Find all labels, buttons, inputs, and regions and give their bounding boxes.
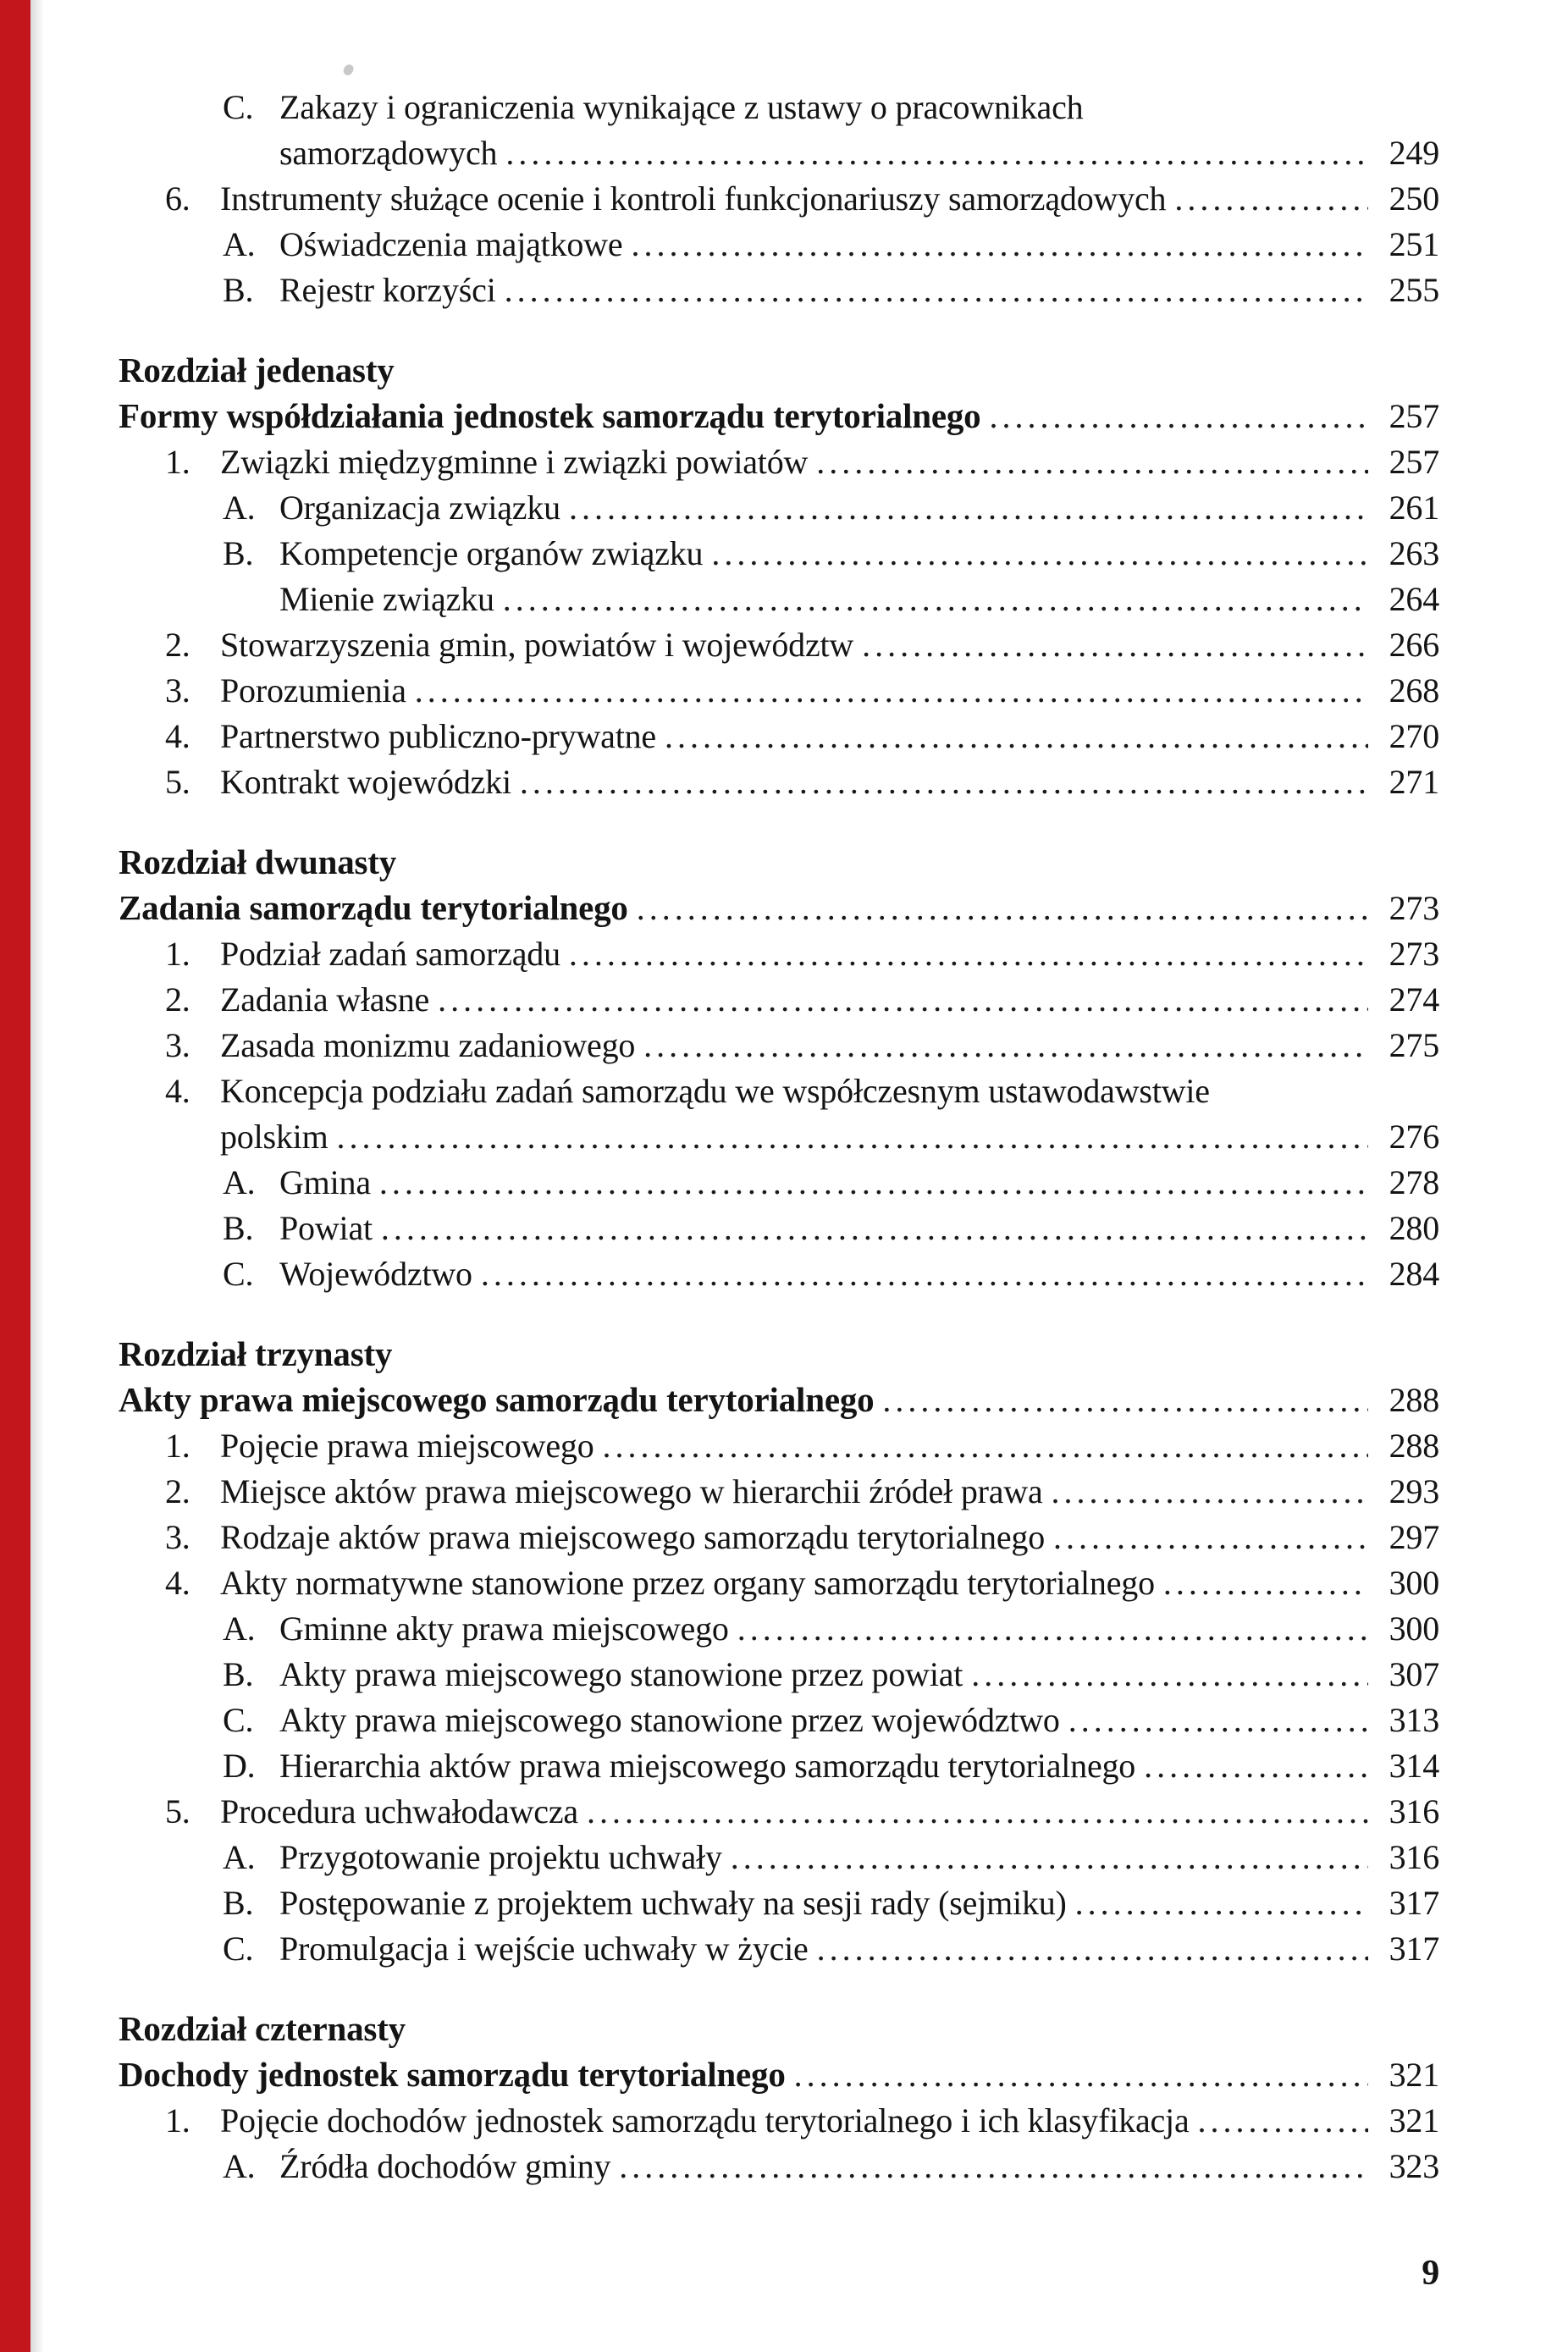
dot-leader — [505, 130, 1368, 176]
entry-text: Mienie związku — [279, 580, 494, 618]
dot-leader — [1144, 1743, 1368, 1789]
dot-leader — [990, 394, 1369, 439]
entry-text: Procedura uchwałodawcza — [220, 1792, 578, 1830]
entry-marker: 2. — [165, 1472, 190, 1510]
toc-entry — [119, 577, 1439, 622]
entry-text: Podział zadań samorządu — [220, 935, 560, 973]
entry-marker: A. — [223, 489, 256, 527]
entry-text: Hierarchia aktów prawa miejscowego samorządu terytorialnego — [279, 1747, 1136, 1785]
page-ref: 293 — [1389, 1472, 1439, 1510]
dot-leader — [619, 2144, 1368, 2189]
entry-marker: C. — [223, 88, 254, 126]
dot-leader — [1198, 2098, 1368, 2144]
entry-marker: B. — [223, 534, 254, 572]
chapter-heading: Rozdział jedenasty — [119, 351, 395, 389]
entry-text: Gminne akty prawa miejscowego — [279, 1609, 729, 1648]
toc-entry — [119, 1652, 1439, 1698]
entry-marker: A. — [223, 1163, 256, 1201]
entry-text: Pojęcie dochodów jednostek samorządu terytorialnego i ich klasyfikacja — [220, 2101, 1190, 2139]
page-ref: 314 — [1389, 1747, 1439, 1785]
dot-leader — [665, 714, 1368, 759]
entry-text: polskim — [220, 1118, 329, 1156]
page-ref: 317 — [1389, 1884, 1439, 1922]
dot-leader — [505, 268, 1368, 313]
dot-leader — [816, 439, 1368, 485]
entry-marker: B. — [223, 1209, 254, 1247]
entry-text: Porozumienia — [220, 671, 406, 709]
entry-marker: 4. — [165, 1564, 190, 1602]
entry-text: Oświadczenia majątkowe — [279, 225, 623, 263]
page-ref: 273 — [1389, 935, 1439, 973]
entry-text: Miejsce aktów prawa miejscowego w hierarchii źródeł prawa — [220, 1472, 1043, 1510]
chapter-heading: Rozdział czternasty — [119, 2009, 406, 2048]
dot-leader — [1075, 1880, 1368, 1926]
entry-marker: 5. — [165, 763, 190, 801]
chapter-title: Zadania samorządu terytorialnego — [119, 888, 628, 927]
entry-text: Zasada monizmu zadaniowego — [220, 1026, 636, 1064]
entry-text: Promulgacja i wejście uchwały w życie — [279, 1930, 809, 1968]
dot-leader — [862, 622, 1368, 668]
page-ref: 300 — [1389, 1609, 1439, 1648]
toc-entry — [119, 1880, 1439, 1926]
toc-entry — [119, 268, 1439, 313]
page-ref: 257 — [1389, 397, 1439, 435]
toc-entry — [119, 1698, 1439, 1743]
page-ref: 316 — [1389, 1838, 1439, 1876]
page-ref: 266 — [1389, 626, 1439, 664]
page-ref: 316 — [1389, 1792, 1439, 1830]
entry-marker: 4. — [165, 717, 190, 755]
entry-text: Instrumenty służące ocenie i kontroli funkcjonariuszy samorządowych — [220, 179, 1167, 218]
toc-entry — [119, 1469, 1439, 1515]
toc-entry — [119, 222, 1439, 268]
toc-entry — [119, 1206, 1439, 1251]
page-ref: 250 — [1389, 179, 1439, 218]
entry-text: Partnerstwo publiczno-prywatne — [220, 717, 656, 755]
toc-entry — [119, 1606, 1439, 1652]
entry-marker: 3. — [165, 1026, 190, 1064]
entry-marker: C. — [223, 1255, 254, 1293]
page-number: 9 — [1422, 2254, 1439, 2293]
entry-text: Źródła dochodów gminy — [279, 2147, 611, 2185]
page-ref: 276 — [1389, 1118, 1439, 1156]
chapter-heading: Rozdział trzynasty — [119, 1334, 393, 1373]
toc-entry — [119, 1835, 1439, 1880]
dot-leader — [415, 668, 1368, 714]
dot-leader — [731, 1835, 1368, 1880]
page-ref: 257 — [1389, 443, 1439, 481]
entry-marker: A. — [223, 2147, 256, 2185]
entry-text: Przygotowanie projektu uchwały — [279, 1838, 722, 1876]
entry-text: Pojęcie prawa miejscowego — [220, 1427, 594, 1465]
toc-entry — [119, 931, 1439, 977]
toc-entry — [119, 1251, 1439, 1297]
chapter-title-row — [119, 1377, 1439, 1423]
toc-entry — [119, 1114, 1439, 1160]
toc-entry — [119, 130, 1439, 176]
dot-leader — [1163, 1560, 1368, 1606]
toc-entry — [119, 485, 1439, 531]
entry-text: Kompetencje organów związku — [279, 534, 704, 572]
page-ref: 288 — [1389, 1381, 1439, 1419]
entry-marker: 3. — [165, 1518, 190, 1556]
page-ref: 249 — [1389, 134, 1439, 172]
entry-text: Województwo — [279, 1255, 472, 1293]
toc-entry — [119, 622, 1439, 668]
toc-entry — [119, 714, 1439, 759]
toc-entry — [119, 1160, 1439, 1206]
entry-marker: D. — [223, 1747, 256, 1785]
toc-entry — [119, 1743, 1439, 1789]
entry-text: Organizacja związku — [279, 489, 560, 527]
dot-leader — [520, 759, 1368, 805]
dot-leader — [337, 1114, 1368, 1160]
toc-entry — [119, 2144, 1439, 2189]
dot-leader — [882, 1378, 1368, 1423]
dot-leader — [481, 1251, 1368, 1297]
toc-entry — [119, 1423, 1439, 1469]
dot-leader — [438, 977, 1368, 1023]
page-ref: 297 — [1389, 1518, 1439, 1556]
dot-leader — [381, 1206, 1368, 1251]
entry-text: Kontrakt wojewódzki — [220, 763, 511, 801]
toc-entry — [119, 1789, 1439, 1835]
entry-text: samorządowych — [279, 134, 498, 172]
page-ref: 274 — [1389, 980, 1439, 1019]
page-ref: 273 — [1389, 889, 1439, 927]
entry-marker: B. — [223, 1884, 254, 1922]
entry-text: Rejestr korzyści — [279, 271, 496, 309]
chapter-heading: Rozdział dwunasty — [119, 842, 397, 881]
dot-leader — [631, 222, 1368, 268]
entry-marker: 5. — [165, 1792, 190, 1830]
entry-marker: C. — [223, 1701, 254, 1739]
page-ref: 268 — [1389, 671, 1439, 709]
toc-entry — [119, 759, 1439, 805]
entry-text: Koncepcja podziału zadań samorządu we współczesnym ustawodawstwie — [220, 1072, 1210, 1110]
entry-marker: 2. — [165, 980, 190, 1019]
page-ref: 251 — [1389, 225, 1439, 263]
entry-text: Zadania własne — [220, 980, 430, 1019]
toc-entry — [119, 1560, 1439, 1606]
dot-leader — [379, 1160, 1368, 1206]
toc-entry — [119, 531, 1439, 577]
entry-marker: 2. — [165, 626, 190, 664]
dot-leader — [1174, 176, 1368, 222]
toc-entry — [119, 176, 1439, 222]
entry-marker: 1. — [165, 1427, 190, 1465]
toc-section — [119, 2006, 1439, 2189]
entry-text: Związki międzygminne i związki powiatów — [220, 443, 809, 481]
entry-text: Gmina — [279, 1163, 371, 1201]
page-ref: 313 — [1389, 1701, 1439, 1739]
page-ref: 278 — [1389, 1163, 1439, 1201]
toc-entry — [119, 85, 1439, 130]
entry-marker: 1. — [165, 443, 190, 481]
toc-entry — [119, 668, 1439, 714]
page-ref: 280 — [1389, 1209, 1439, 1247]
entry-text: Akty normatywne stanowione przez organy samorządu terytorialnego — [220, 1564, 1155, 1602]
toc-sections — [119, 85, 1439, 2189]
page-ref: 270 — [1389, 717, 1439, 755]
page-ref: 255 — [1389, 271, 1439, 309]
entry-marker: B. — [223, 271, 254, 309]
dot-leader — [603, 1423, 1368, 1469]
page-ref: 321 — [1389, 2056, 1439, 2094]
dot-leader — [817, 1926, 1368, 1972]
entry-marker: B. — [223, 1655, 254, 1693]
toc-entry — [119, 1515, 1439, 1560]
dot-leader — [643, 1023, 1368, 1068]
page-ref: 307 — [1389, 1655, 1439, 1693]
dot-leader — [569, 931, 1368, 977]
toc-entry — [119, 2098, 1439, 2144]
page-ref: 261 — [1389, 489, 1439, 527]
dot-leader — [569, 485, 1368, 531]
chapter-title-row — [119, 885, 1439, 931]
dot-leader — [971, 1652, 1368, 1698]
toc-entry — [119, 1068, 1439, 1114]
page-ref: 317 — [1389, 1930, 1439, 1968]
entry-marker: A. — [223, 1838, 256, 1876]
entry-marker: 1. — [165, 935, 190, 973]
entry-marker: A. — [223, 225, 256, 263]
entry-text: Akty prawa miejscowego stanowione przez powiat — [279, 1655, 963, 1693]
dot-leader — [711, 531, 1368, 577]
dot-leader — [1068, 1698, 1368, 1743]
chapter-title-row — [119, 393, 1439, 439]
page-ref: 264 — [1389, 580, 1439, 618]
toc-entry — [119, 1926, 1439, 1972]
entry-marker: C. — [223, 1930, 254, 1968]
dot-leader — [587, 1789, 1368, 1835]
page-ref: 321 — [1389, 2101, 1439, 2139]
page-ref: 271 — [1389, 763, 1439, 801]
chapter-title: Formy współdziałania jednostek samorządu terytorialnego — [119, 396, 981, 435]
toc-entry — [119, 1023, 1439, 1068]
entry-marker: 3. — [165, 671, 190, 709]
toc-section — [119, 1331, 1439, 1972]
entry-marker: 1. — [165, 2101, 190, 2139]
dot-leader — [637, 886, 1368, 931]
dot-leader — [1053, 1515, 1368, 1560]
entry-text: Rodzaje aktów prawa miejscowego samorządu terytorialnego — [220, 1518, 1045, 1556]
entry-text: Akty prawa miejscowego stanowione przez województwo — [279, 1701, 1060, 1739]
dot-leader — [794, 2052, 1368, 2098]
chapter-title: Akty prawa miejscowego samorządu terytorialnego — [119, 1380, 875, 1419]
toc-entry — [119, 439, 1439, 485]
entry-text: Zakazy i ograniczenia wynikające z ustawy o pracownikach — [279, 88, 1084, 126]
page-ref: 263 — [1389, 534, 1439, 572]
dot-leader — [737, 1606, 1368, 1652]
entry-text: Powiat — [279, 1209, 373, 1247]
dot-leader — [1052, 1469, 1368, 1515]
page-ref: 288 — [1389, 1427, 1439, 1465]
entry-marker: A. — [223, 1609, 256, 1648]
chapter-title-row — [119, 2051, 1439, 2098]
page-ref: 275 — [1389, 1026, 1439, 1064]
toc-section — [119, 85, 1439, 313]
entry-text: Stowarzyszenia gmin, powiatów i województw — [220, 626, 854, 664]
toc-entry — [119, 977, 1439, 1023]
page-ref: 284 — [1389, 1255, 1439, 1293]
toc-section — [119, 347, 1439, 805]
dot-leader — [503, 577, 1368, 622]
entry-marker: 6. — [165, 179, 190, 218]
page-ref: 300 — [1389, 1564, 1439, 1602]
entry-marker: 4. — [165, 1072, 190, 1110]
page-ref: 323 — [1389, 2147, 1439, 2185]
chapter-title: Dochody jednostek samorządu terytorialnego — [119, 2055, 786, 2094]
toc-section — [119, 839, 1439, 1297]
entry-text: Postępowanie z projektem uchwały na sesji rady (sejmiku) — [279, 1884, 1067, 1922]
